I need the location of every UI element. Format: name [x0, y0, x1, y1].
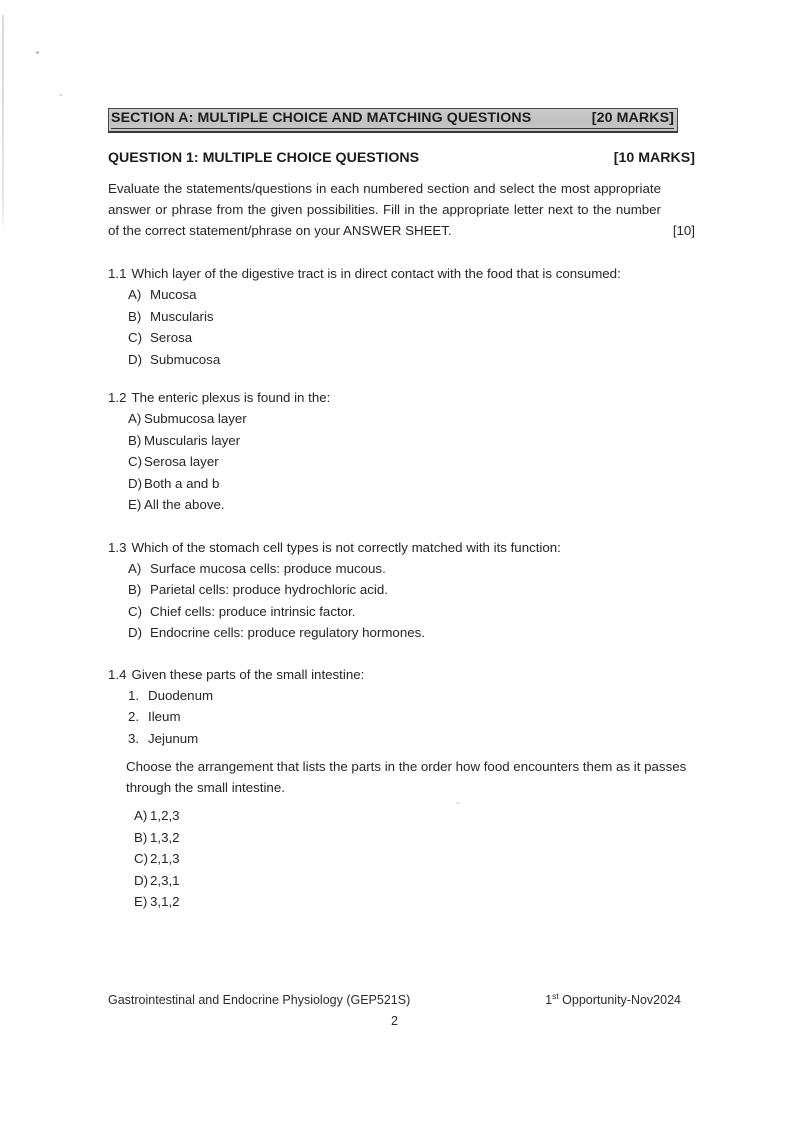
question-1-2-stem [108, 387, 695, 408]
scan-artifact-line [2, 15, 4, 235]
option-label: D) [128, 625, 143, 640]
option-text: 2,1,3 [150, 851, 180, 866]
question-number: 1.1 [108, 266, 127, 281]
option-row [128, 579, 695, 601]
option-text: Serosa layer [144, 454, 219, 469]
option-text: 1,2,3 [150, 808, 180, 823]
option-row [134, 805, 695, 827]
option-text: Muscularis [150, 308, 214, 324]
question-1-3 [108, 537, 695, 644]
option-label: E) [134, 894, 148, 909]
option-label: A) [128, 287, 142, 302]
list-text: Duodenum [148, 687, 214, 703]
list-text: Jejunum [148, 730, 199, 746]
section-a-header-inner [111, 109, 674, 129]
question-1-4-continuation: Choose the arrangement that lists the parts in the order how food encounters them as it passes through the small intestine. [126, 759, 687, 795]
option-label: B) [128, 432, 142, 448]
list-number: 1. [128, 687, 140, 703]
question-1-2 [108, 387, 695, 516]
option-label: C) [128, 454, 143, 469]
footer-opportunity-rest: Opportunity-Nov2024 [558, 993, 681, 1008]
section-title: SECTION A: MULTIPLE CHOICE AND MATCHING QUESTIONS [111, 110, 532, 126]
option-text: Mucosa [150, 287, 197, 302]
option-text: Serosa [150, 330, 193, 345]
list-number: 3. [128, 730, 140, 746]
question-1-4-options [134, 805, 695, 913]
list-number: 2. [128, 709, 140, 724]
option-label: D) [134, 872, 149, 888]
option-text: All the above. [144, 497, 225, 512]
footer-course: Gastrointestinal and Endocrine Physiology (GEP521S) [108, 993, 411, 1008]
option-row [128, 408, 695, 430]
option-label: C) [134, 851, 149, 866]
option-row [134, 870, 695, 892]
list-text: Ileum [148, 709, 181, 724]
question-1-4-stem [108, 664, 695, 685]
option-label: B) [134, 829, 148, 845]
option-row [128, 622, 695, 644]
option-label: B) [128, 582, 142, 597]
option-text: Chief cells: produce intrinsic factor. [150, 603, 356, 619]
option-text: Submucosa layer [144, 411, 247, 426]
question-1-1-options [128, 284, 695, 370]
question-text: Which layer of the digestive tract is in direct contact with the food that is consumed: [131, 266, 621, 281]
option-label: A) [128, 411, 142, 426]
option-label: C) [128, 330, 143, 345]
option-row [134, 848, 695, 870]
option-text: 2,3,1 [150, 872, 180, 888]
question-text: The enteric plexus is found in the: [131, 390, 331, 405]
option-text: Endocrine cells: produce regulatory hormones. [150, 625, 425, 640]
option-row [128, 494, 695, 516]
option-text: Muscularis layer [144, 432, 241, 448]
option-label: D) [128, 475, 143, 491]
page-number: 2 [391, 1014, 398, 1029]
option-row [128, 473, 695, 495]
question-text: Given these parts of the small intestine: [131, 666, 365, 682]
page-content [108, 108, 695, 913]
option-label: C) [128, 603, 143, 619]
question-text: Which of the stomach cell types is not correctly matched with its function: [131, 539, 561, 555]
list-item [128, 706, 695, 728]
option-text: Both a and b [144, 475, 220, 491]
option-text: Surface mucosa cells: produce mucous. [150, 560, 386, 576]
footer-opportunity-number: 1 [545, 993, 553, 1008]
instructions-text: Evaluate the statements/questions in each numbered section and select the most appropriate answer or phrase from the given possibilities. Fill in the appropriate letter next to the number of the correct statement/phrase on your ANSWER SHEET. [108, 181, 661, 238]
option-row [128, 327, 695, 349]
option-row [134, 891, 695, 913]
question1-marks: [10 MARKS] [613, 150, 695, 166]
option-row [134, 827, 695, 849]
option-row [128, 284, 695, 306]
question1-title: QUESTION 1: MULTIPLE CHOICE QUESTIONS [108, 150, 420, 166]
question-1-3-options [128, 558, 695, 644]
instructions-paragraph [108, 178, 695, 241]
page-footer [108, 986, 695, 1032]
option-row [128, 558, 695, 580]
option-label: A) [134, 808, 148, 823]
question-number: 1.2 [108, 390, 127, 405]
footer-opportunity [545, 986, 695, 1011]
option-row [128, 306, 695, 328]
question-1-1 [108, 263, 695, 370]
option-row [128, 430, 695, 452]
section-marks: [20 MARKS] [591, 110, 674, 126]
option-label: D) [128, 351, 143, 367]
option-label: A) [128, 560, 142, 576]
question1-header [108, 148, 695, 168]
instructions-marks: [10] [672, 223, 695, 238]
option-row [128, 601, 695, 623]
scan-speck [36, 51, 39, 54]
option-row [128, 349, 695, 371]
question-1-2-options [128, 408, 695, 516]
option-text: 1,3,2 [150, 829, 180, 845]
scan-speck [59, 93, 63, 96]
list-item [128, 685, 695, 707]
question-1-1-stem [108, 263, 695, 284]
question-number: 1.3 [108, 539, 127, 555]
footer-opportunity-ordinal: st [552, 991, 559, 1001]
footer-row [108, 986, 695, 1011]
question-number: 1.4 [108, 666, 127, 682]
option-row [128, 451, 695, 473]
option-text: Submucosa [150, 351, 221, 367]
option-text: 3,1,2 [150, 894, 180, 909]
option-text: Parietal cells: produce hydrochloric acid. [150, 582, 388, 597]
section-a-header-bar [108, 108, 678, 133]
question-1-4 [108, 664, 695, 913]
question-1-4-list [128, 685, 695, 750]
option-label: B) [128, 308, 142, 324]
question-1-3-stem [108, 537, 695, 558]
list-item [128, 728, 695, 750]
option-label: E) [128, 497, 142, 512]
